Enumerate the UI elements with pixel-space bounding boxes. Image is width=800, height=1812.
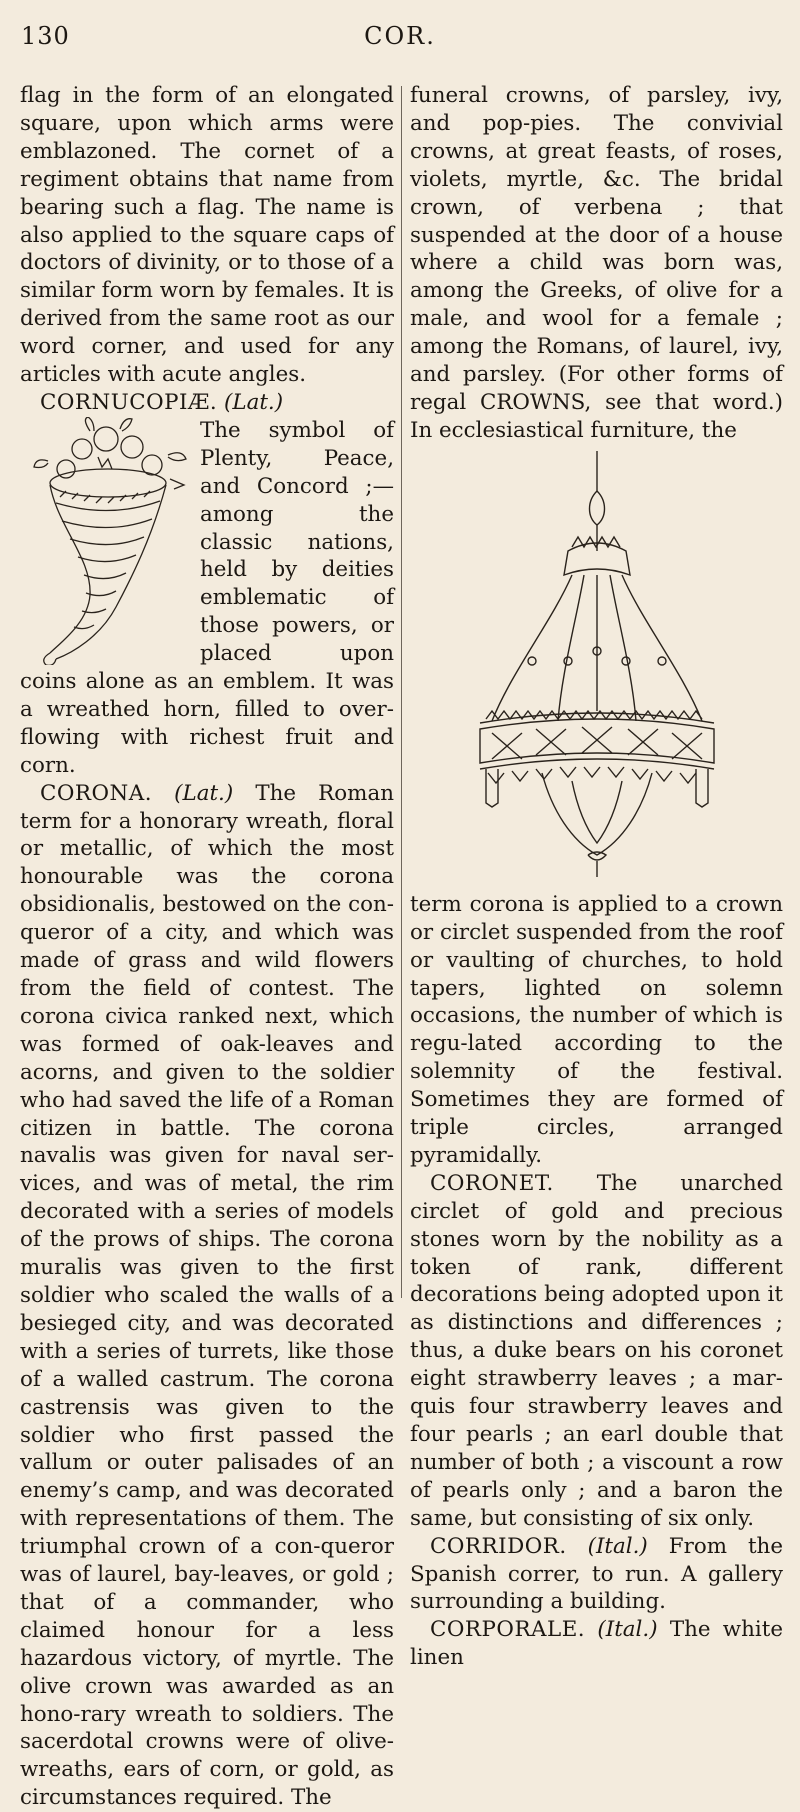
entry-cornucopia <box>20 389 394 780</box>
entry-term: CORONA. <box>40 780 153 806</box>
cornucopia-illustration <box>20 417 192 665</box>
entry-coronet-definition: The unarched circlet of gold and precious stones worn by the nobility as a token of rank, different decorations being adopted upon it as distinctions and differences ; thus, a duke bears on his coronet eight strawberry leaves ; a mar-quis four strawberry leaves and four pearls ; an earl double that number of both ; a viscount a row of pearls only ; and a baron the same, but consisting of six only. <box>410 1170 783 1531</box>
page-header <box>0 22 800 58</box>
entry-corridor-definition: From the Spanish correr, to run. A gallery surrounding a building. <box>410 1533 783 1615</box>
paragraph-ecclesiastical-corona: term corona is applied to a crown or circlet suspended from the roof or vaulting of churches, to hold tapers, lighted on solemn occasions, the number of which is regu-lated according to the solemnity of the festival. Sometimes they are formed of triple circles, arranged pyramidally. <box>410 891 783 1168</box>
entry-corridor <box>410 1533 783 1617</box>
entry-lang: (Ital.) <box>597 1617 658 1643</box>
entry-corporale-definition: The white linen <box>410 1617 783 1671</box>
entry-lang: (Ital.) <box>587 1533 648 1559</box>
paragraph-crowns-continuation: funeral crowns, of parsley, ivy, and pop-pies. The convivial crowns, at great feasts, of roses, violets, myrtle, &c. The bridal crown, of verbena ; that suspended at the door of a house where a child was born was, among the Greeks, of olive for a male, and wool for a female ; among the Romans, of laurel, ivy, and parsley. (For other forms of regal CROWNS, see that word.) In ecclesiastical furniture, the <box>410 83 783 443</box>
entry-term: CORNUCOPIÆ. <box>40 389 218 415</box>
entry-coronet <box>410 1170 783 1533</box>
entry-lang: (Lat.) <box>174 780 234 806</box>
left-column <box>20 82 394 1812</box>
corona-chandelier-illustration <box>472 451 722 881</box>
running-head: COR. <box>364 22 436 50</box>
entry-term: CORPORALE. <box>430 1617 586 1643</box>
right-column <box>410 82 783 1672</box>
entry-term: CORONET. <box>430 1170 554 1196</box>
entry-corporale <box>410 1616 783 1672</box>
entry-cornucopia-text <box>20 389 394 417</box>
entry-lang: (Lat.) <box>224 389 284 415</box>
entry-term: CORRIDOR. <box>430 1533 567 1559</box>
entry-cornucopia-definition: The symbol of Plenty, Peace, and Concord ;—among the classic nations, held by deities emblematic of those powers, or placed upon coins alone as an emblem. It was a wreathed horn, filled to over-flowing with richest fruit and corn. <box>20 417 394 778</box>
entry-corona-definition: The Roman term for a honorary wreath, floral or metallic, of which the most honourable was the corona obsidionalis, bestowed on the con-queror of a city, and which was made of grass and wild flowers from the field of contest. The corona civica ranked next, which was formed of oak-leaves and acorns, and given to the soldier who had saved the life of a Roman citizen in battle. The corona navalis was given for naval ser-vices, and was of metal, the rim decorated with a series of models of the prows of ships. The corona muralis was given to the first soldier who scaled the walls of a besieged city, and was decorated with a series of turrets, like those of a walled castrum. The corona castrensis was given to the soldier who first passed the vallum or outer palisades of an enemy’s camp, and was decorated with representations of them. The triumphal crown of a con-queror was of laurel, bay-leaves, or gold ; that of a commander, who claimed honour for a less hazardous victory, of myrtle. The olive crown was awarded as an hono-rary wreath to soldiers. The sacerdotal crowns were of olive-wreaths, ears of corn, or gold, as circumstances required. The <box>20 780 395 1811</box>
page-number: 130 <box>21 22 70 50</box>
column-divider <box>401 86 402 1298</box>
entry-corona <box>20 780 394 1812</box>
paragraph-corner-continuation: flag in the form of an elongated square, upon which arms were emblazoned. The cornet of a regiment obtains that name from bearing such a flag. The name is also applied to the square caps of doctors of divinity, or to those of a similar form worn by females. It is derived from the same root as our word corner, and used for any articles with acute angles. <box>20 83 394 388</box>
